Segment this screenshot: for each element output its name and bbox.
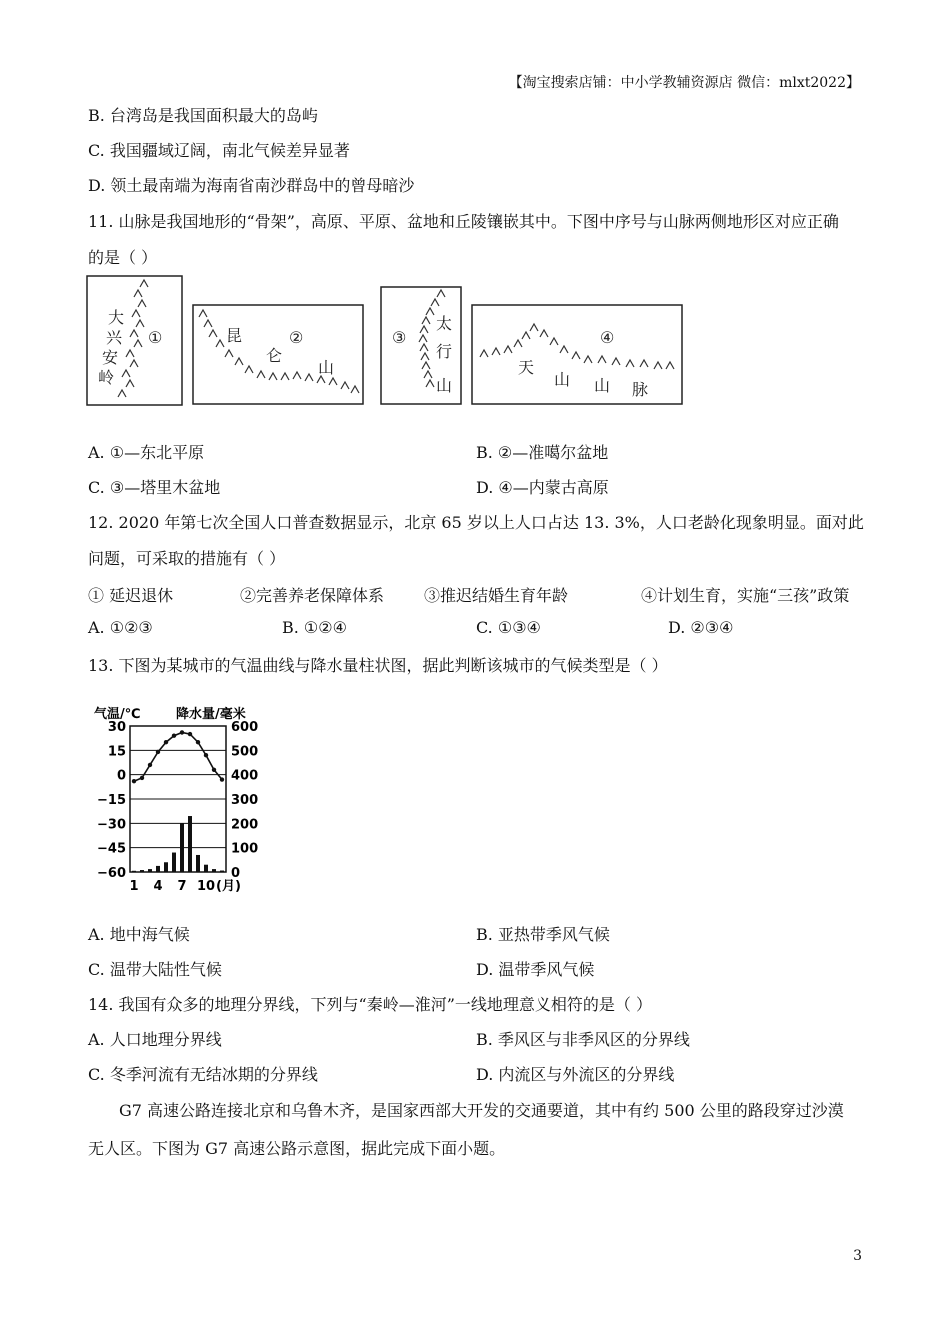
precipitation-bar bbox=[204, 865, 208, 872]
panel-1-label-4: 岭 bbox=[98, 368, 115, 387]
right-tick-label: 300 bbox=[231, 793, 259, 808]
left-tick-label: −30 bbox=[97, 817, 126, 833]
q13-option-c: C. 温带大陆性气候 bbox=[88, 960, 222, 979]
page-number: 3 bbox=[853, 1248, 862, 1264]
q14-option-b: B. 季风区与非季风区的分界线 bbox=[476, 1030, 690, 1049]
x-tick-label: 10 bbox=[196, 879, 216, 894]
q11-option-b: B. ②—准噶尔盆地 bbox=[476, 443, 609, 462]
q12-item-3: ③推迟结婚生育年龄 bbox=[424, 586, 569, 605]
panel-2-marker: ② bbox=[289, 328, 304, 347]
precipitation-bar bbox=[140, 870, 144, 872]
q11-option-a: A. ①—东北平原 bbox=[88, 443, 205, 462]
mountain-map-figure bbox=[86, 275, 686, 410]
panel-1-label-1: 大 bbox=[108, 308, 125, 327]
q14-stem: 14. 我国有众多的地理分界线，下列与“秦岭—淮河”一线地理意义相符的是（ ） bbox=[88, 995, 652, 1014]
temperature-point bbox=[132, 779, 136, 783]
temperature-point bbox=[204, 753, 208, 757]
q13-option-d: D. 温带季风气候 bbox=[476, 960, 595, 979]
left-tick-label: −60 bbox=[97, 866, 126, 881]
q13-option-a: A. 地中海气候 bbox=[88, 925, 190, 944]
panel-1-label-2: 兴 bbox=[106, 328, 123, 347]
left-tick-label: 30 bbox=[107, 720, 126, 735]
q12-option-b: B. ①②④ bbox=[282, 618, 347, 637]
precipitation-bar bbox=[172, 853, 176, 872]
precipitation-bar bbox=[164, 862, 168, 872]
panel-1-marker: ① bbox=[148, 328, 163, 347]
temperature-point bbox=[212, 768, 216, 772]
temperature-point bbox=[140, 776, 144, 780]
q10-option-c: C. 我国疆域辽阔，南北气候差异显著 bbox=[88, 141, 350, 160]
precipitation-bar bbox=[220, 871, 224, 872]
q10-option-b: B. 台湾岛是我国面积最大的岛屿 bbox=[88, 106, 318, 125]
q11-stem-line2: 的是（ ） bbox=[88, 248, 158, 267]
left-axis-ticks bbox=[97, 720, 126, 881]
x-axis-unit: (月) bbox=[216, 879, 241, 894]
climate-chart bbox=[88, 700, 288, 896]
panel-1-ridge bbox=[118, 280, 148, 397]
q12-item-1: ① 延迟退休 bbox=[88, 586, 174, 605]
panel-2-label-2: 仑 bbox=[266, 346, 283, 365]
panel-4-label-2: 山 bbox=[554, 370, 571, 389]
q12-option-c: C. ①③④ bbox=[476, 618, 541, 637]
right-axis-label: 降水量/毫米 bbox=[176, 707, 246, 722]
right-tick-label: 100 bbox=[231, 841, 259, 857]
q13-option-b: B. 亚热带季风气候 bbox=[476, 925, 610, 944]
right-tick-label: 400 bbox=[231, 768, 259, 784]
q11-stem-line1: 11. 山脉是我国地形的“骨架”，高原、平原、盆地和丘陵镶嵌其中。下图中序号与山脉两侧地形区对应正确 bbox=[88, 212, 839, 231]
left-axis-label: 气温/℃ bbox=[94, 707, 141, 722]
right-tick-label: 500 bbox=[231, 744, 259, 760]
panel-3-marker: ③ bbox=[392, 328, 407, 347]
panel-2-label-1: 昆 bbox=[226, 326, 243, 345]
x-tick-label: 4 bbox=[153, 879, 163, 894]
panel-3-label-2: 行 bbox=[436, 342, 453, 361]
temperature-point bbox=[188, 732, 192, 736]
temperature-point bbox=[156, 750, 160, 754]
right-tick-label: 600 bbox=[231, 720, 259, 735]
panel-4-label-1: 天 bbox=[518, 358, 535, 377]
precipitation-bar bbox=[212, 869, 216, 872]
q12-stem-line2: 问题，可采取的措施有（ ） bbox=[88, 549, 286, 568]
q12-option-d: D. ②③④ bbox=[668, 618, 734, 637]
page-header: 【淘宝搜索店铺：中小学教辅资源店 微信：mlxt2022】 bbox=[508, 75, 860, 91]
right-tick-label: 0 bbox=[231, 866, 241, 881]
panel-3-label-3: 山 bbox=[436, 376, 453, 395]
passage-line2: 无人区。下图为 G7 高速公路示意图，据此完成下面小题。 bbox=[88, 1139, 506, 1158]
panel-3-label-1: 太 bbox=[436, 314, 453, 333]
q12-stem-line1: 12. 2020 年第七次全国人口普查数据显示，北京 65 岁以上人口占达 13. 3%，人口老龄化现象明显。面对此 bbox=[88, 513, 864, 532]
panel-4-label-4: 脉 bbox=[632, 380, 649, 399]
temperature-point bbox=[220, 777, 224, 781]
left-tick-label: −45 bbox=[97, 841, 126, 857]
q10-option-d: D. 领土最南端为海南省南沙群岛中的曾母暗沙 bbox=[88, 176, 415, 195]
temperature-point bbox=[164, 740, 168, 744]
precipitation-bar bbox=[132, 871, 136, 872]
q12-item-4: ④计划生育，实施“三孩”政策 bbox=[641, 586, 850, 605]
q13-stem: 13. 下图为某城市的气温曲线与降水量柱状图，据此判断该城市的气候类型是（ ） bbox=[88, 656, 668, 675]
panel-3-ridge bbox=[419, 290, 445, 387]
temperature-point bbox=[172, 734, 176, 738]
q12-option-a: A. ①②③ bbox=[88, 618, 153, 637]
q12-item-2: ②完善养老保障体系 bbox=[240, 586, 385, 605]
temperature-point bbox=[148, 763, 152, 767]
left-tick-label: 0 bbox=[116, 768, 126, 784]
panel-2-label-3: 山 bbox=[318, 358, 335, 377]
precipitation-bar bbox=[148, 869, 152, 872]
q14-option-c: C. 冬季河流有无结冰期的分界线 bbox=[88, 1065, 318, 1084]
panel-4-label-3: 山 bbox=[594, 376, 611, 395]
temperature-points bbox=[132, 730, 224, 783]
q11-option-c: C. ③—塔里木盆地 bbox=[88, 478, 221, 497]
right-tick-label: 200 bbox=[231, 817, 259, 833]
q14-option-d: D. 内流区与外流区的分界线 bbox=[476, 1065, 675, 1084]
x-tick-label: 7 bbox=[177, 879, 187, 894]
q14-option-a: A. 人口地理分界线 bbox=[88, 1030, 222, 1049]
temperature-point bbox=[180, 730, 184, 734]
passage-line1: G7 高速公路连接北京和乌鲁木齐，是国家西部大开发的交通要道，其中有约 500 公里的路段穿过沙漠 bbox=[119, 1101, 844, 1120]
precipitation-bar bbox=[156, 866, 160, 872]
right-axis-ticks bbox=[231, 720, 258, 881]
x-axis-ticks bbox=[129, 879, 215, 894]
panel-1-label-3: 安 bbox=[102, 348, 119, 367]
left-tick-label: −15 bbox=[97, 793, 126, 808]
precipitation-bar bbox=[180, 823, 184, 872]
x-tick-label: 1 bbox=[129, 879, 139, 894]
precipitation-bar bbox=[196, 855, 200, 872]
temperature-point bbox=[196, 740, 200, 744]
panel-4-ridge bbox=[480, 324, 674, 369]
precipitation-bar bbox=[188, 816, 192, 872]
q11-option-d: D. ④—内蒙古高原 bbox=[476, 478, 609, 497]
left-tick-label: 15 bbox=[107, 744, 126, 760]
temperature-curve bbox=[134, 733, 222, 782]
precipitation-bars bbox=[132, 816, 224, 872]
panel-4-marker: ④ bbox=[600, 328, 615, 347]
